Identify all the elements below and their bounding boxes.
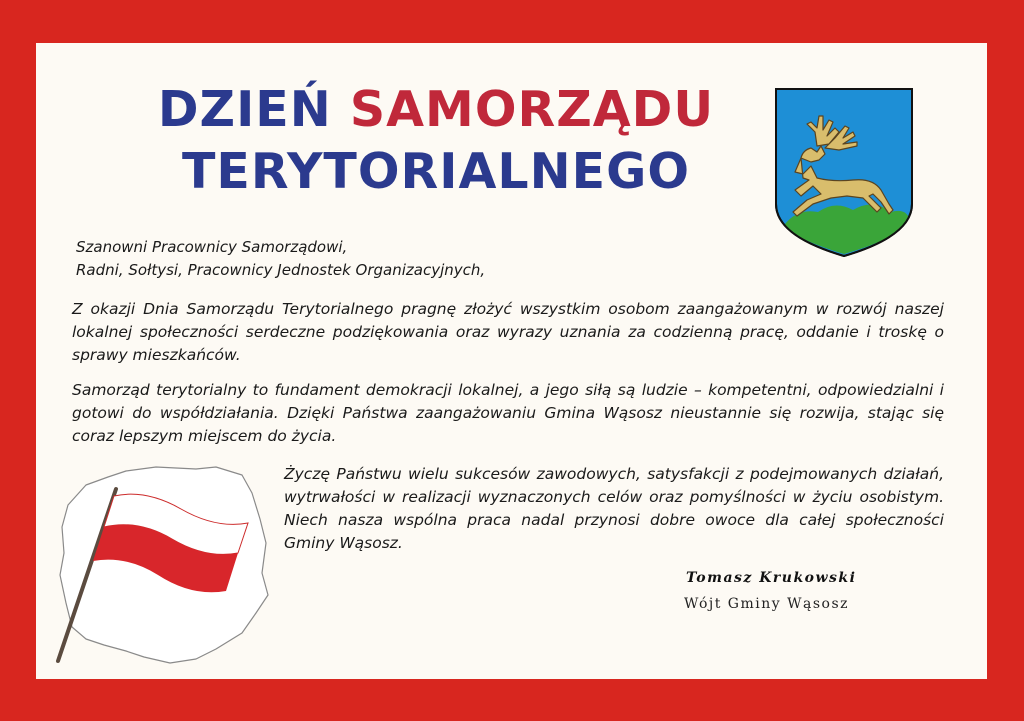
greeting-line-1: Szanowni Pracownicy Samorządowi, <box>76 238 348 256</box>
greeting-card <box>36 43 987 679</box>
greeting <box>76 236 485 282</box>
title-word-2: SAMORZĄDU <box>349 81 715 138</box>
title-line-2: TERYTORIALNEGO <box>182 143 690 200</box>
signature-name: Tomasz Krukowski <box>686 570 857 586</box>
coat-of-arms-deer-icon <box>773 86 915 258</box>
poland-map-flag-icon <box>46 463 286 668</box>
title-word-1: DZIEŃ <box>157 81 332 138</box>
paragraph-2: Samorząd terytorialny to fundament demokracji lokalnej, a jego siłą są ludzie – kompetentni, odpowiedzialni i gotowi do współdziałania. Dzięki Państwa zaangażowaniu Gmina Wąsosz nieustannie się rozwija, stając się coraz lepszym miejscem do życia. <box>72 381 944 445</box>
page-title <box>136 79 736 203</box>
paragraph-3: Życzę Państwu wielu sukcesów zawodowych, satysfakcji z podejmowanych działań, wytrwałości w realizacji wyznaczonych celów oraz pomyślności w życiu osobistym. Niech nasza wspólna praca nadal przynosi dobre owoce dla całej społeczności Gminy Wąsosz. <box>284 465 944 552</box>
greeting-line-2: Radni, Sołtysi, Pracownicy Jednostek Organizacyjnych, <box>76 261 486 279</box>
signature-role: Wójt Gminy Wąsosz <box>684 596 850 612</box>
paragraph-1: Z okazji Dnia Samorządu Terytorialnego pragnę złożyć wszystkim osobom zaangażowanym w rozwój naszej lokalnej społeczności serdeczne podziękowania oraz wyrazy uznania za codzienną pracę, oddanie i troskę o sprawy mieszkańców. <box>72 300 944 364</box>
